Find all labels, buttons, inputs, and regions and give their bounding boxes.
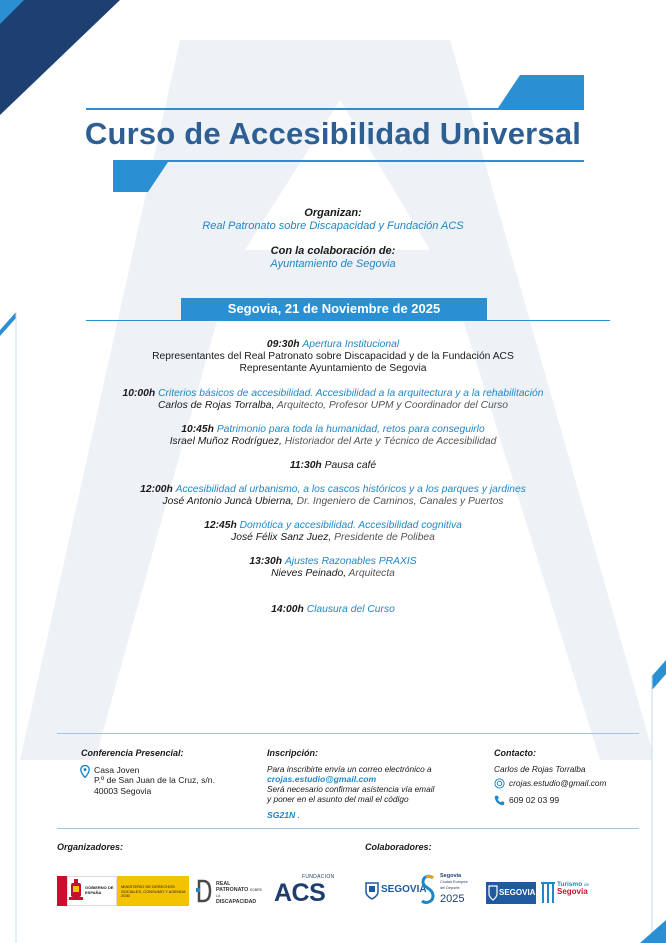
- organizers-heading: Organizan:: [304, 207, 362, 219]
- fundacion-acs-logo: [274, 874, 334, 908]
- date-banner: Segovia, 21 de Noviembre de 2025: [181, 298, 487, 320]
- program-speaker: Israel Muñoz Rodríguez,: [169, 435, 282, 447]
- ayuntamiento-segovia-logo: [365, 880, 427, 902]
- program-item-6: [60, 520, 606, 544]
- signup-line: y poner en el asunto del mail el código: [267, 794, 409, 805]
- program-line: Representantes del Real Patronato sobre Discapacidad y de la Fundación ACS: [152, 350, 514, 362]
- program-item-4: [60, 460, 606, 472]
- collaboration-name: Ayuntamiento de Segovia: [270, 258, 396, 270]
- footer-rule-top: [57, 733, 639, 734]
- program-topic: Accesibilidad al urbanismo, a los cascos históricos y a los parques y jardines: [175, 484, 526, 495]
- program-topic: Pausa café: [324, 460, 377, 471]
- page-title: Curso de Accesibilidad Universal: [84, 116, 582, 151]
- corner-top-left-dark: [0, 0, 120, 115]
- ministry-left-text: GOBIERNO DE ESPAÑA: [85, 885, 114, 895]
- signup-code-suffix: .: [295, 809, 300, 820]
- program-time: 10:45h: [181, 424, 214, 435]
- signup-heading: Inscripción:: [267, 748, 319, 758]
- rpd-text: SOBRE LA: [216, 888, 263, 898]
- rpd-text: REAL: [216, 881, 231, 887]
- program-topic: Clausura del Curso: [306, 604, 395, 615]
- program-topic: Ajustes Razonables PRAXIS: [284, 556, 417, 567]
- coat-of-arms-icon: [69, 879, 83, 903]
- venue-line: Casa Joven: [94, 765, 140, 775]
- program-item-7: [60, 556, 606, 580]
- program-speaker: Carlos de Rojas Torralba,: [157, 399, 275, 411]
- collaboration-heading: Con la colaboración de:: [270, 245, 396, 257]
- program-topic: Patrimonio para toda la humanidad, retos para conseguirlo: [216, 424, 485, 435]
- rpd-text: DISCAPACIDAD: [216, 899, 257, 905]
- ministry-logo: [57, 876, 189, 906]
- signup-line: Para inscribirte envía un correo electrónico a: [267, 764, 432, 774]
- turismo-text: Turismo: [557, 881, 583, 888]
- venue-line: 40003 Segovia: [94, 785, 152, 796]
- email-at-icon: [494, 778, 505, 789]
- program-item-8: [60, 604, 606, 616]
- program-line: Representante Ayuntamiento de Segovia: [239, 362, 427, 374]
- left-edge-stripe: [0, 312, 16, 336]
- signup-email-link[interactable]: crojas.estudio@gmail.com: [267, 774, 377, 785]
- program-time: 12:00h: [140, 484, 173, 495]
- program-speaker: José Antonio Juncà Ubierna,: [162, 495, 294, 507]
- signup-section: [267, 748, 467, 823]
- program-topic: Criterios básicos de accesibilidad. Accesibilidad a la arquitectura y a la rehabilitación: [158, 388, 544, 399]
- contact-name: Carlos de Rojas Torralba: [494, 764, 586, 774]
- program-time: 10:00h: [122, 388, 156, 399]
- venue-section: [81, 748, 261, 796]
- collaborators-logos-heading: Colaboradores:: [365, 842, 432, 852]
- program-item-3: [60, 424, 606, 448]
- contact-phone: 609 02 03 99: [509, 795, 560, 806]
- contact-email-link[interactable]: crojas.estudio@gmail.com: [509, 778, 607, 789]
- cec-text: Segovia: [440, 873, 462, 879]
- contact-heading: Contacto:: [494, 748, 536, 758]
- acs-small-text: FUNDACION: [302, 874, 335, 880]
- rpd-text: PATRONATO: [216, 887, 249, 893]
- program-time: 14:00h: [271, 604, 304, 615]
- program-speaker: José Félix Sanz Juez,: [231, 531, 332, 543]
- program-speaker: Nieves Peinado,: [271, 567, 347, 579]
- program-item-1: [60, 339, 606, 374]
- turismo-text: Segovia: [557, 887, 588, 896]
- segovia2-text: SEGOVIA: [499, 888, 536, 897]
- turismo-text: de: [583, 882, 589, 887]
- turismo-segovia-logo: [540, 880, 592, 906]
- signup-line: Será necesario confirmar asistencia vía email: [267, 784, 435, 795]
- cec-s-icon: [420, 874, 436, 906]
- segovia-blue-logo: [486, 882, 536, 904]
- program-role: Arquitecto, Profesor UPM y Coordinador del Curso: [274, 399, 509, 411]
- organizers-section: [0, 207, 666, 270]
- program-role: Historiador del Arte y Técnico de Accesibilidad: [281, 435, 497, 447]
- program-time: 13:30h: [249, 556, 283, 567]
- date-banner-rule: [86, 320, 610, 321]
- acs-big-text: ACS: [274, 879, 326, 907]
- program-role: Presidente de Polibea: [331, 531, 435, 543]
- organizers-names: Real Patronato sobre Discapacidad y Fundación ACS: [202, 220, 464, 232]
- program-topic: Domótica y accesibilidad. Accesibilidad cognitiva: [239, 520, 462, 531]
- organizers-logos-heading: Organizadores:: [57, 842, 124, 852]
- phone-icon: [494, 795, 505, 806]
- cec-text: Ciudad Europea: [440, 879, 468, 884]
- venue-line: P.º de San Juan de la Cruz, s/n.: [94, 775, 215, 786]
- program-time: 11:30h: [289, 460, 322, 471]
- signup-code: SG21N: [267, 809, 296, 820]
- program-item-2: [60, 388, 606, 412]
- rpd-symbol-icon: [196, 879, 212, 903]
- segovia-text: SEGOVIA: [381, 884, 427, 895]
- contact-section: [494, 748, 644, 807]
- ministry-right-text: MINISTERIO DE DERECHOS SOCIALES, CONSUMO Y AGENDA 2030: [121, 884, 186, 899]
- real-patronato-logo: [196, 877, 266, 905]
- program-time: 12:45h: [204, 520, 237, 531]
- program-role: Arquitecta: [346, 567, 395, 579]
- program-time: 09:30h: [266, 339, 300, 350]
- ciudad-europea-deporte-logo: [420, 872, 472, 908]
- program-item-5: [60, 484, 606, 508]
- location-pin-icon: [80, 765, 90, 778]
- segovia-crest-white-icon: [488, 885, 498, 901]
- program-topic: Apertura Institucional: [302, 339, 400, 350]
- cec-year: 2025: [440, 893, 465, 905]
- turismo-aqueduct-icon: [540, 881, 556, 905]
- footer-rule-bottom: [57, 828, 639, 829]
- segovia-crest-icon: [365, 882, 379, 900]
- cec-text: del Deporte: [440, 885, 460, 890]
- venue-heading: Conferencia Presencial:: [81, 748, 184, 758]
- program-role: Dr. Ingeniero de Caminos, Canales y Puertos: [293, 495, 504, 507]
